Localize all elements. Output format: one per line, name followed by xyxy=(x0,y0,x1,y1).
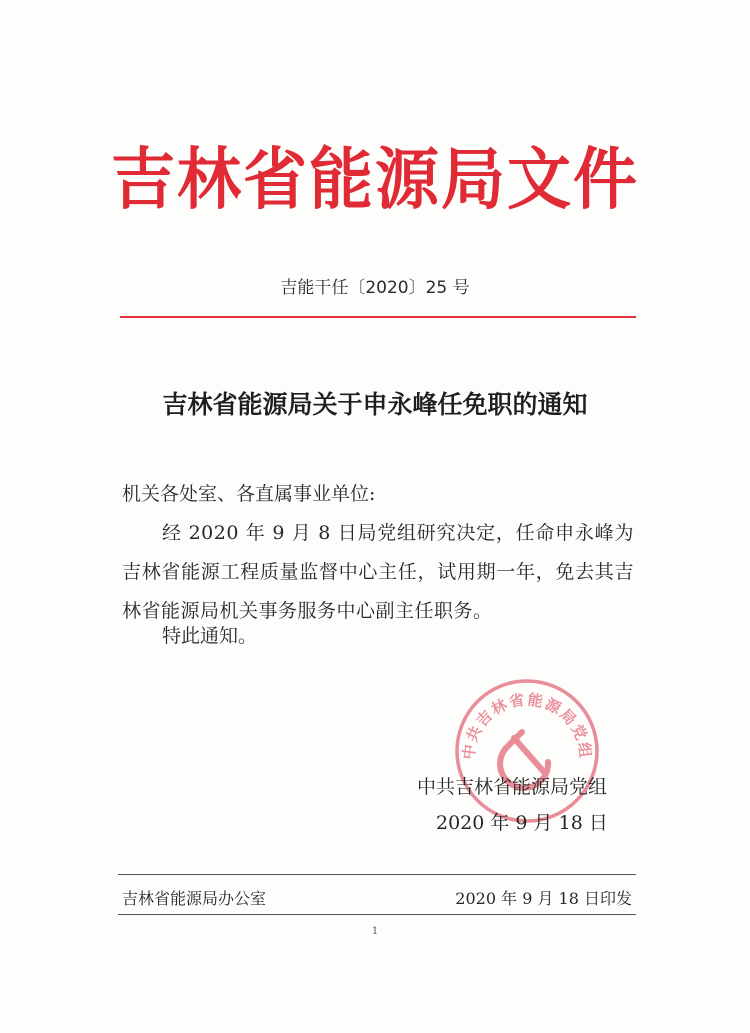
footer-rule-top xyxy=(118,874,636,875)
document-title: 吉林省能源局关于申永峰任免职的通知 xyxy=(162,390,588,419)
document-number: 吉能干任〔2020〕25 号 xyxy=(280,278,470,298)
seal-text: 中共吉林省能源局党组 xyxy=(459,690,595,761)
page-number: 1 xyxy=(371,926,379,937)
official-seal-icon xyxy=(452,676,602,826)
red-divider-line xyxy=(120,316,636,318)
footer-print-date: 2020 年 9 月 18 日印发 xyxy=(455,889,632,908)
recipient-line: 机关各处室、各直属事业单位: xyxy=(122,483,376,505)
closing-line: 特此通知。 xyxy=(162,625,258,647)
signature-date: 2020 年 9 月 18 日 xyxy=(436,812,608,834)
signer-organization: 中共吉林省能源局党组 xyxy=(417,776,608,798)
body-paragraph: 经 2020 年 9 月 8 日局党组研究决定，任命申永峰为吉林省能源工程质量监督中心主任，试用期一年，免去其吉林省能源局机关事务服务中心副主任职务。 xyxy=(122,522,634,622)
footer-issuing-office: 吉林省能源局办公室 xyxy=(122,889,267,908)
masthead-title: 吉林省能源局文件 xyxy=(111,141,639,220)
footer-rule-bottom xyxy=(118,914,636,915)
